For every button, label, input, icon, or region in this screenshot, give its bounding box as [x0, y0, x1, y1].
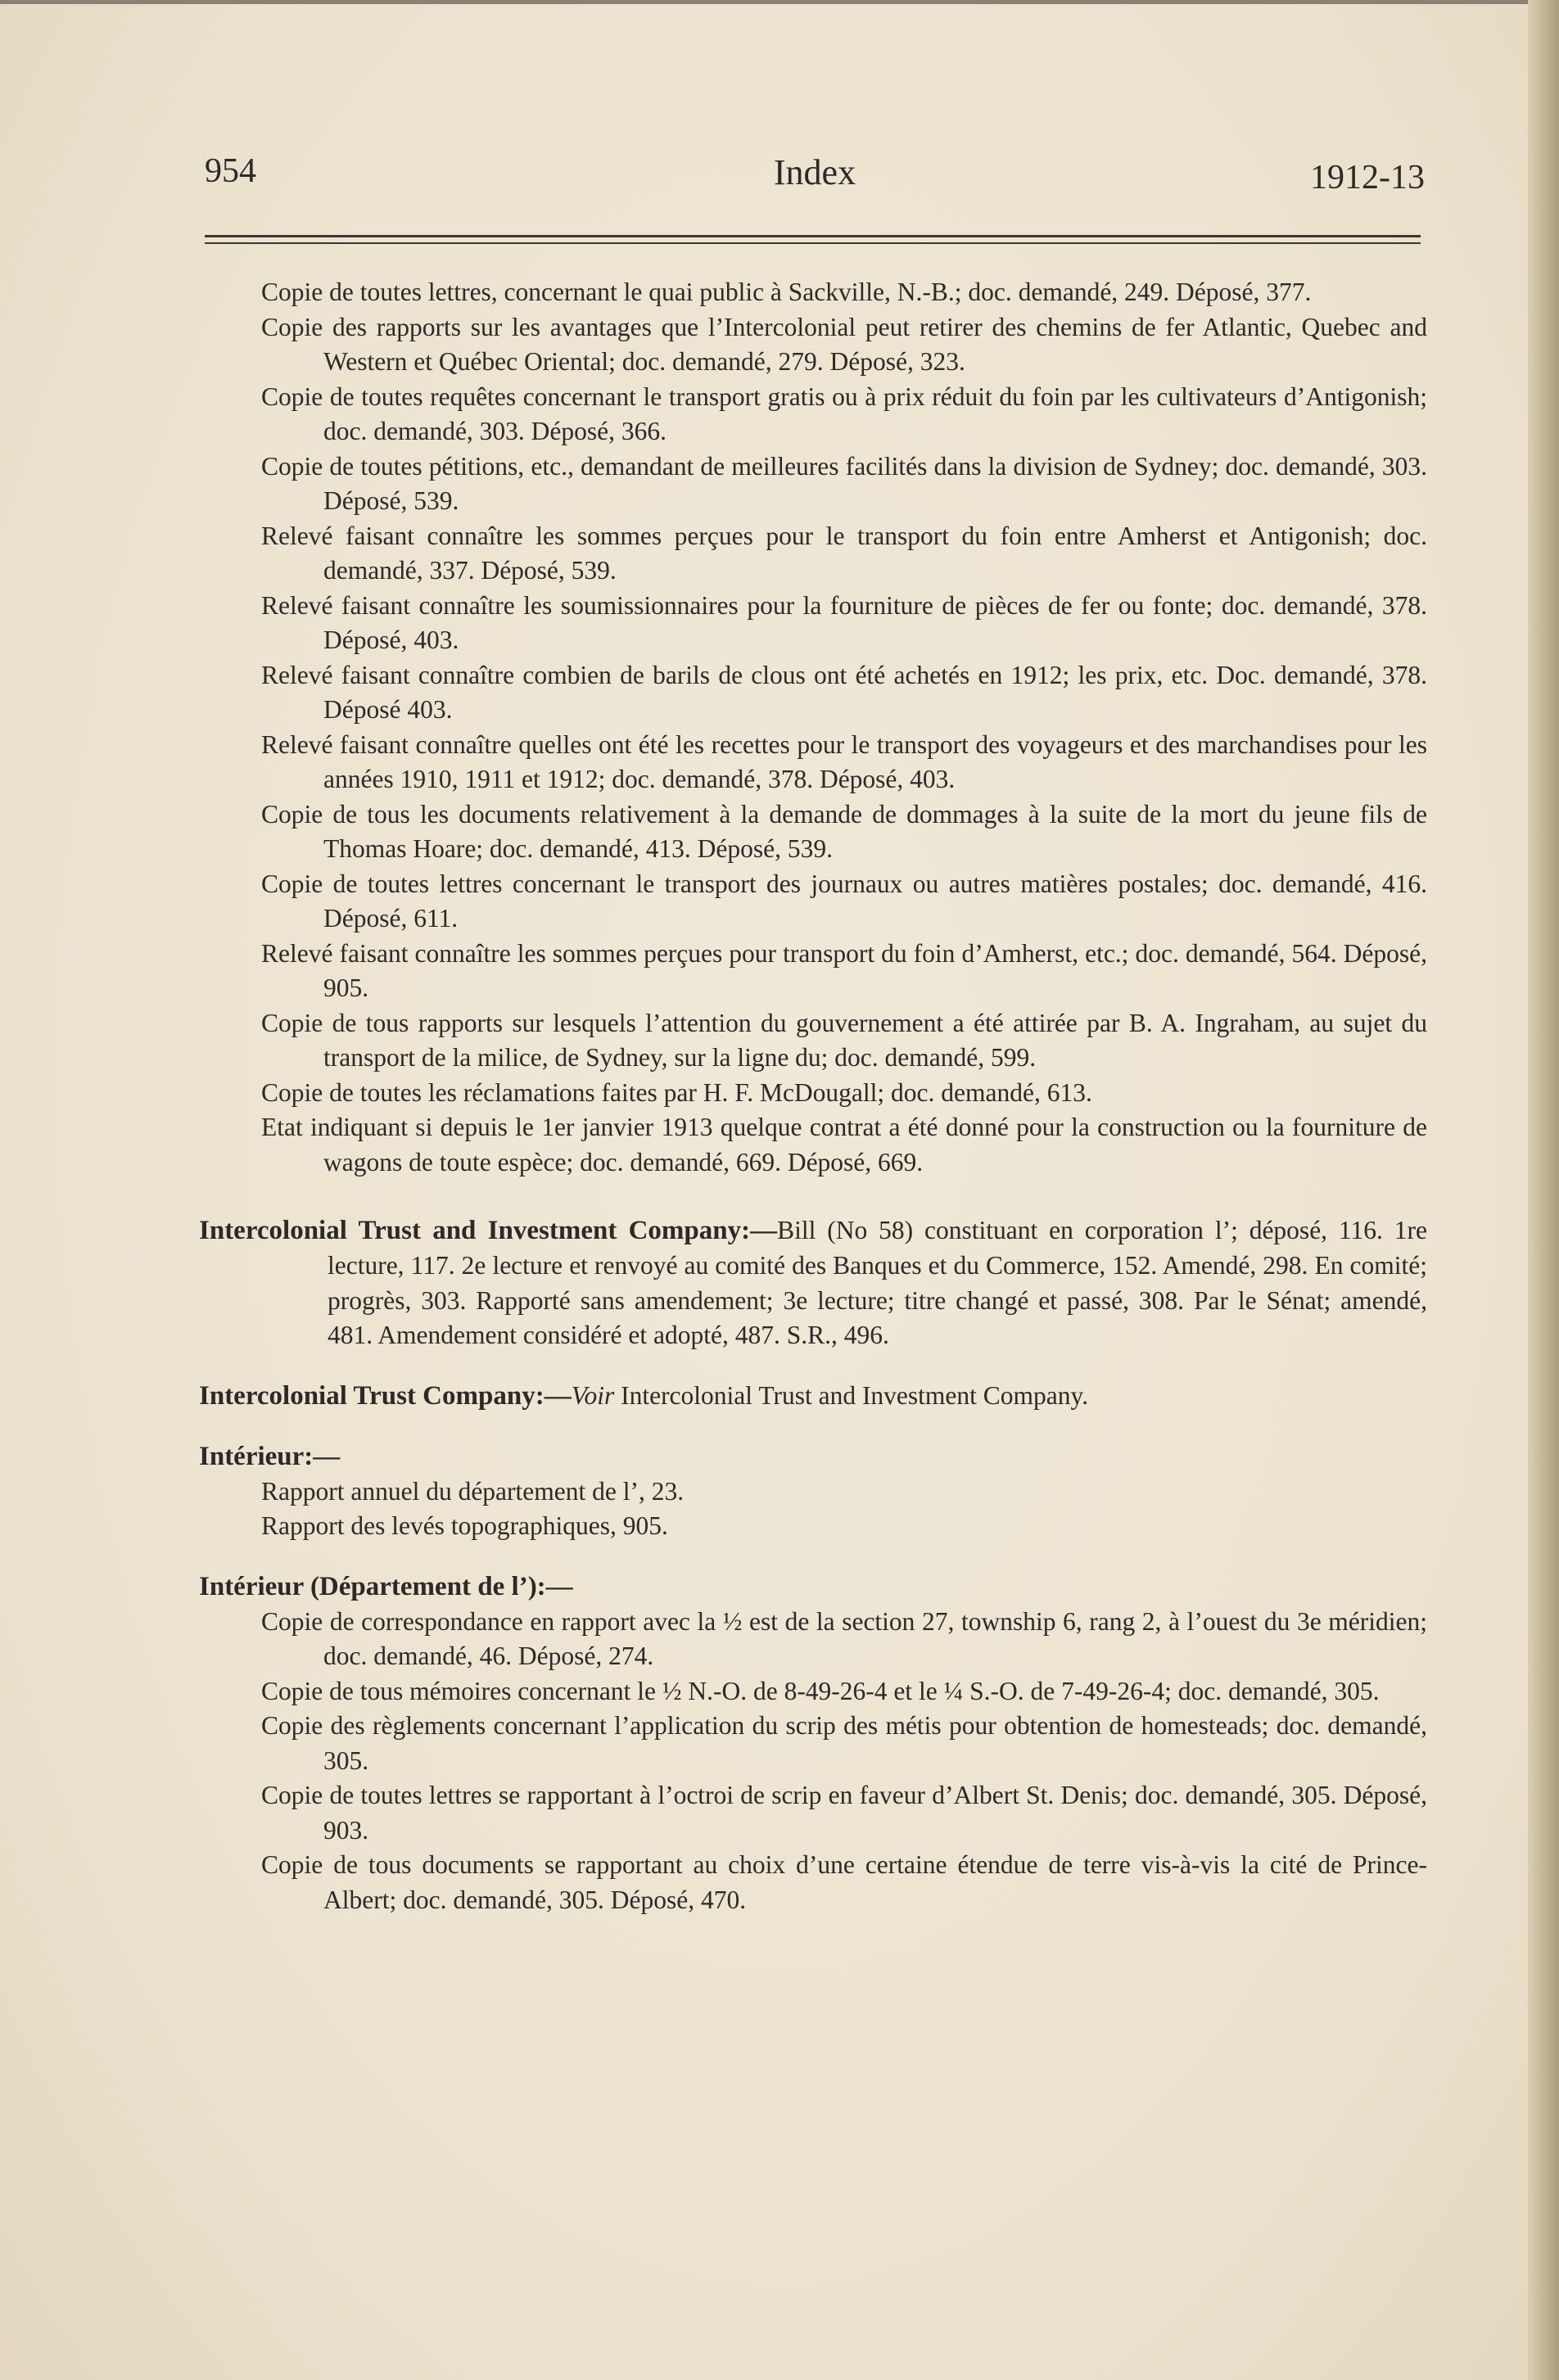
section-entries [199, 1475, 1427, 1544]
list-item: Copie de toutes pétitions, etc., demandant de meilleures facilités dans la division de Sydney; doc. demandé, 303. Déposé, 539. [261, 451, 1427, 515]
list-item: Copie de tous les documents relativement à la demande de dommages à la suite de la mort du jeune fils de Thomas Hoare; doc. demandé, 413. Déposé, 539. [261, 799, 1427, 863]
header-rule-bottom [205, 242, 1421, 244]
index-section-interieur-departement [199, 1569, 1427, 1918]
voir-reference: Voir [571, 1380, 615, 1410]
list-item: Copie de tous documents se rapportant au choix d’une certaine étendue de terre vis-à-vis la cité de Prince-Albert; doc. demandé, 305. Déposé, 470. [261, 1850, 1427, 1914]
section-body: Intercolonial Trust and Investment Company. [614, 1380, 1089, 1410]
list-item: Copie de tous mémoires concernant le ½ N.-O. de 8-49-26-4 et le ¼ S.-O. de 7-49-26-4; doc. demandé, 305. [261, 1676, 1380, 1705]
book-spine-shadow [1528, 0, 1559, 2380]
header-rule-top [205, 235, 1421, 237]
page-title: Index [773, 152, 856, 192]
list-item: Copie de toutes lettres concernant le transport des journaux ou autres matières postales; doc. demandé, 416. Déposé, 611. [261, 869, 1427, 933]
list-item: Relevé faisant connaître les sommes perçues pour transport du foin d’Amherst, etc.; doc. demandé, 564. Déposé, 905. [261, 938, 1427, 1002]
list-item: Relevé faisant connaître les sommes perçues pour le transport du foin entre Amherst et Antigonish; doc. demandé, 337. Déposé, 539. [261, 521, 1427, 585]
list-item: Etat indiquant si depuis le 1er janvier 1913 quelque contrat a été donné pour la construction ou la fourniture de wagons de toute espèce; doc. demandé, 669. Déposé, 669. [261, 1113, 1427, 1176]
page-year: 1912-13 [1310, 159, 1425, 196]
list-item: Rapport des levés topographiques, 905. [261, 1511, 668, 1540]
list-item: Copie de toutes les réclamations faites par H. F. McDougall; doc. demandé, 613. [261, 1077, 1092, 1107]
top-edge [0, 0, 1559, 4]
section-heading: Intercolonial Trust and Investment Company:— [199, 1216, 778, 1245]
section-heading: Intercolonial Trust Company:— [199, 1380, 572, 1411]
list-item: Relevé faisant connaître les soumissionnaires pour la fourniture de pièces de fer ou fonte; doc. demandé, 378. Déposé, 403. [261, 590, 1427, 654]
index-section-trust [199, 1378, 1427, 1414]
list-item: Copie de tous rapports sur lesquels l’attention du gouvernement a été attirée par B. A. Ingraham, au sujet du transport de la milice, de Sydney, sur la ligne du; doc. demandé, 599. [261, 1008, 1427, 1072]
list-item: Rapport annuel du département de l’, 23. [261, 1476, 685, 1506]
section-heading: Intérieur (Département de l’):— [199, 1571, 573, 1601]
list-item: Copie de toutes lettres se rapportant à l’octroi de scrip en faveur d’Albert St. Denis; doc. demandé, 305. Déposé, 903. [261, 1781, 1427, 1845]
list-item: Relevé faisant connaître quelles ont été les recettes pour le transport des voyageurs et des marchandises pour les années 1910, 1911 et 1912; doc. demandé, 378. Déposé, 403. [261, 729, 1427, 793]
section-entries [199, 1605, 1427, 1918]
section-heading: Intérieur:— [199, 1441, 341, 1471]
page-header [205, 151, 1425, 209]
index-section-interieur [199, 1438, 1427, 1544]
list-item: Relevé faisant connaître combien de barils de clous ont été achetés en 1912; les prix, etc. Doc. demandé, 378. Déposé 403. [261, 660, 1427, 724]
list-item: Copie de toutes requêtes concernant le transport gratis ou à prix réduit du foin par les cultivateurs d’Antigonish; doc. demandé, 303. Déposé, 366. [261, 382, 1427, 445]
section-body: Bill (No 58) constituant en corporation l’; déposé, 116. 1re lecture, 117. 2e lecture et renvoyé au comité des Banques et du Commerce, 152. Amendé, 298. En comité; progrès, 303. Rapporté sans amendement; 3e lecture; titre changé et passé, 308. Par le Sénat; amendé, 481. Amendement considéré et adopté, 487. S.R., 496. [328, 1216, 1427, 1349]
page-number: 954 [205, 152, 256, 190]
list-item: Copie des règlements concernant l’application du scrip des métis pour obtention de homesteads; doc. demandé, 305. [261, 1711, 1427, 1775]
list-item: Copie de toutes lettres, concernant le quai public à Sackville, N.-B.; doc. demandé, 249. Déposé, 377. [261, 278, 1312, 306]
index-section-trust-investment [199, 1213, 1427, 1353]
list-item: Copie des rapports sur les avantages que l’Intercolonial peut retirer des chemins de fer Atlantic, Quebec and Western et Québec Oriental; doc. demandé, 279. Déposé, 323. [261, 312, 1427, 376]
continued-entries [199, 275, 1427, 1180]
index-content [199, 275, 1427, 1917]
list-item: Copie de correspondance en rapport avec la ½ est de la section 27, township 6, rang 2, à l’ouest du 3e méridien; doc. demandé, 46. Déposé, 274. [261, 1606, 1427, 1670]
